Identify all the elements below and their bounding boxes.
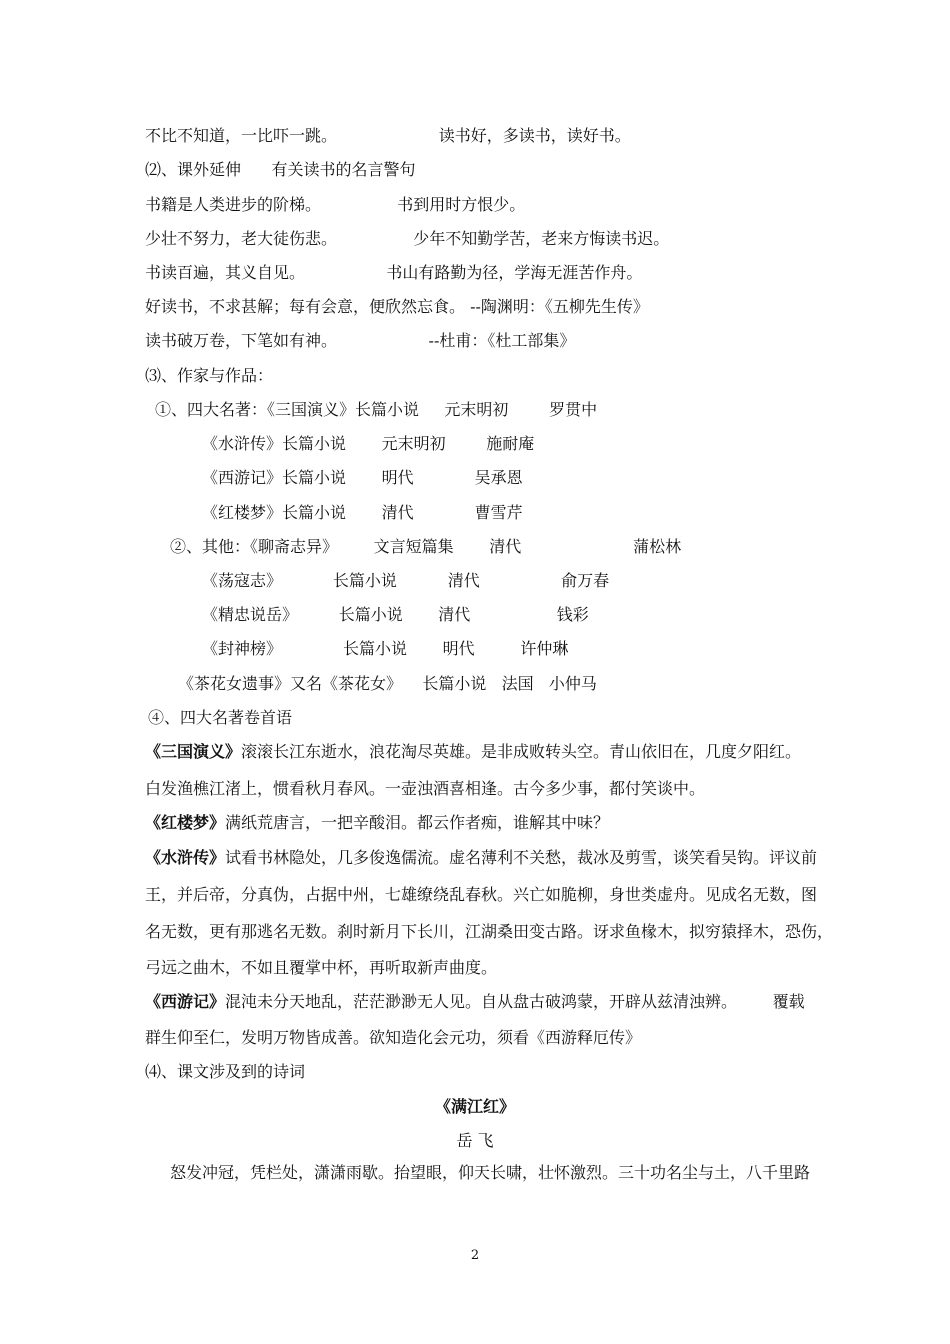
quote-line: 读书破万卷，下笔如有神。 --杜甫：《杜工部集》 — [145, 331, 576, 350]
shuihu-text-3: 名无数，更有那逃名无数。刹时新月下长川，江湖桑田变古路。讶求鱼椽木，拟穷猿择木，恐伤， — [145, 922, 834, 941]
quote-line: 少壮不努力，老大徒伤悲。 少年不知勤学苦，老来方悔读书迟。 — [145, 229, 670, 248]
quote-line: 书读百遍，其义自见。 书山有路勤为径，学海无涯苦作舟。 — [145, 263, 643, 282]
poem-title: 《满江红》 — [434, 1097, 515, 1116]
works-line: 《茶花女遗事》又名《茶花女》 长篇小说 法国 小仲马 — [178, 674, 597, 693]
honglou-text: 满纸荒唐言，一把辛酸泪。都云作者痴，谁解其中味？ — [225, 813, 610, 832]
xiyou-text: 混沌未分天地乱，茫茫渺渺无人见。自从盘古破鸿蒙，开辟从兹清浊辨。 覆载 — [225, 992, 805, 1011]
preface-shuihu — [145, 848, 817, 868]
works-line: 《西游记》长篇小说 明代 吴承恩 — [202, 468, 523, 487]
quote-line: 书籍是人类进步的阶梯。 书到用时方恨少。 — [145, 195, 526, 214]
section-heading-3: ⑶、作家与作品： — [145, 366, 274, 385]
works-line: 《封神榜》 长篇小说 明代 许仲琳 — [202, 639, 569, 658]
works-line: 《红楼梦》长篇小说 清代 曹雪芹 — [202, 503, 523, 522]
sanguo-title: 《三国演义》 — [145, 742, 242, 761]
shuihu-text: 试看书林隐处，几多俊逸儒流。虚名薄利不关愁，裁冰及剪雪，谈笑看吴钩。评议前 — [225, 848, 818, 867]
shuihu-text-4: 弓远之曲木，不如且覆掌中杯，再听取新声曲度。 — [145, 958, 498, 977]
poem-line: 怒发冲冠，凭栏处，潇潇雨歇。抬望眼，仰天长啸，壮怀激烈。三十功名尘与土，八千里路 — [170, 1163, 811, 1182]
page-number: 2 — [470, 1248, 480, 1263]
xiyou-text-2: 群生仰至仁，发明万物皆成善。欲知造化会元功，须看《西游释厄传》 — [145, 1028, 642, 1047]
works-line: 《水浒传》长篇小说 元末明初 施耐庵 — [202, 434, 535, 453]
preface-honglou — [145, 813, 609, 833]
xiyou-title: 《西游记》 — [145, 992, 226, 1011]
section-heading-4a: ④、四大名著卷首语 — [148, 708, 293, 727]
sanguo-text: 滚滚长江东逝水，浪花淘尽英雄。是非成败转头空。青山依旧在，几度夕阳红。 — [241, 742, 802, 761]
poem-author: 岳 飞 — [456, 1131, 494, 1150]
section-heading-2: ⑵、课外延伸 有关读书的名言警句 — [145, 160, 416, 179]
preface-xiyou — [145, 992, 805, 1012]
sanguo-text-2: 白发渔樵江渚上，惯看秋月春风。一壶浊酒喜相逢。古今多少事，都付笑谈中。 — [145, 779, 706, 798]
works-line: 《精忠说岳》 长篇小说 清代 钱彩 — [202, 605, 589, 624]
works-line: ①、四大名著：《三国演义》长篇小说 元末明初 罗贯中 — [155, 400, 598, 419]
preface-sanguo — [145, 742, 801, 762]
shuihu-text-2: 王，并后帝，分真伪，占据中州，七雄缭绕乱春秋。兴亡如脆柳，身世类虚舟。见成名无数，图 — [145, 885, 818, 904]
text-line: 不比不知道，一比吓一跳。 读书好，多读书，读好书。 — [145, 126, 631, 145]
works-line: ②、其他：《聊斋志异》 文言短篇集 清代 蒲松林 — [170, 537, 682, 556]
section-heading-4: ⑷、课文涉及到的诗词 — [145, 1062, 306, 1081]
honglou-title: 《红楼梦》 — [145, 813, 226, 832]
works-line: 《荡寇志》 长篇小说 清代 俞万春 — [202, 571, 610, 590]
shuihu-title: 《水浒传》 — [145, 848, 226, 867]
quote-line: 好读书，不求甚解；每有会意，便欣然忘食。 --陶渊明：《五柳先生传》 — [145, 297, 649, 316]
